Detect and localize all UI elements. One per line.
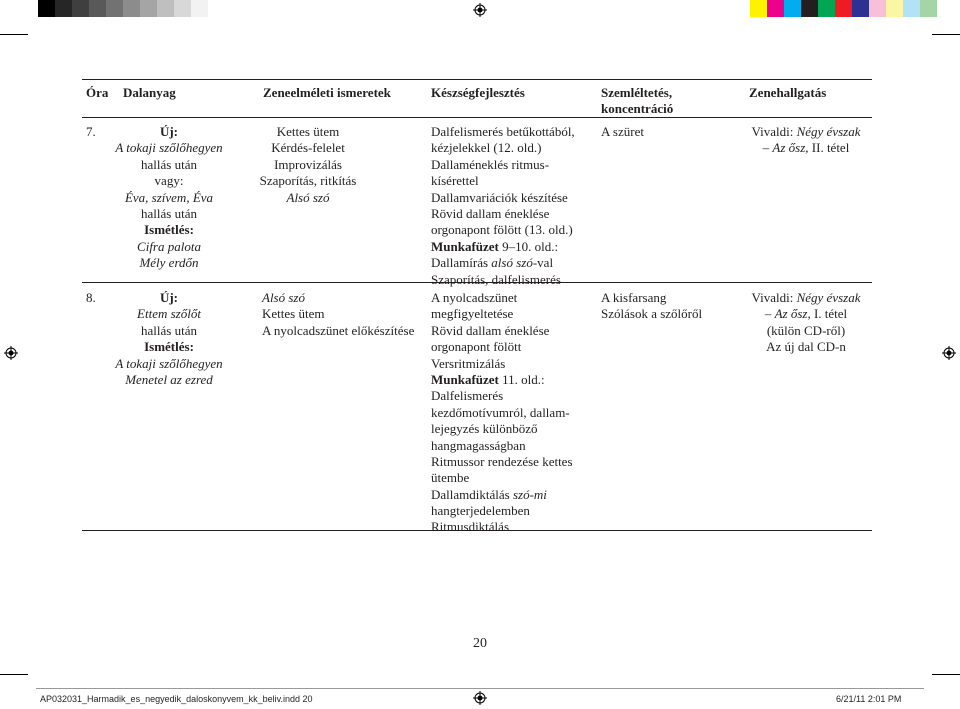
header-keszsegfejlesztes: Készségfejlesztés <box>431 85 525 100</box>
cell-line <box>247 140 369 156</box>
cell-line-rest: II. tétel <box>808 140 850 156</box>
cell-line-text: Kettes ütem <box>262 306 325 322</box>
crop-mark <box>932 674 960 675</box>
cell-line <box>431 157 575 173</box>
color-swatch <box>818 0 835 17</box>
table-top-rule <box>82 79 872 80</box>
cell-line-text: hangmagasságban <box>431 437 526 453</box>
cell-line <box>431 222 575 238</box>
cell-line-rest: -val <box>532 255 554 271</box>
cell-line-text: orgonapont fölött <box>431 339 522 355</box>
registration-mark-icon <box>4 346 18 360</box>
row-1-szemleltetes <box>601 124 644 140</box>
cell-line <box>431 388 573 404</box>
cell-line <box>431 124 575 140</box>
cell-line <box>431 372 573 388</box>
cell-line <box>431 290 573 306</box>
cell-line-text: Dallamdiktálás <box>431 486 513 502</box>
color-swatch <box>767 0 784 17</box>
cell-line-text: Dallamvariációk készítése <box>431 189 568 205</box>
slug-filename: AP032031_Harmadik_es_negyedik_daloskonyvem_kk_beliv.indd 20 <box>40 694 313 704</box>
cell-line-text: Szaporítás, dalfelismerés <box>431 271 561 287</box>
cell-line <box>431 255 575 271</box>
row-1-keszsegfejlesztes <box>431 124 575 288</box>
color-swatch <box>72 0 89 17</box>
cell-line <box>431 356 573 372</box>
cell-line-text: Éva, szívem, Éva <box>124 189 214 205</box>
cell-line-text: Kérdés-felelet <box>271 140 345 156</box>
cell-line-text: Szaporítás, ritkítás <box>259 173 357 189</box>
color-swatch <box>123 0 140 17</box>
cell-line-text: hallás után <box>141 156 197 172</box>
cell-line <box>104 140 234 156</box>
cell-line-text: Ritmussor rendezése kettes <box>431 453 573 469</box>
cell-line-text: hallás után <box>141 322 197 338</box>
cell-line <box>104 356 234 372</box>
cell-line-text: Ritmusdiktálás <box>431 519 509 535</box>
cell-line-text: Alsó szó <box>286 189 330 205</box>
row-1-zeneelmeleti <box>247 124 369 206</box>
cell-line <box>104 222 234 238</box>
cell-line <box>104 239 234 255</box>
header-szemleltetes-line1: Szemléltetés, <box>601 85 673 100</box>
cell-line-text: lejegyzés különböző <box>431 421 538 437</box>
cell-line-text: Dalfelismerés <box>431 388 504 404</box>
header-rule <box>82 117 872 118</box>
cell-line-text: orgonapont fölött (13. old.) <box>431 222 573 238</box>
color-swatch <box>903 0 920 17</box>
cell-line <box>247 190 369 206</box>
color-swatch <box>38 0 55 17</box>
cell-line-text: Új: <box>159 290 179 305</box>
cell-line-text: Dalfelismerés betűkottából, <box>431 124 575 139</box>
cell-line-rest: I. tétel <box>810 306 848 322</box>
cell-line-italic: Négy évszak <box>796 290 861 305</box>
cell-line <box>104 190 234 206</box>
cell-line <box>746 124 866 140</box>
cell-line <box>431 323 573 339</box>
color-swatch <box>191 0 208 17</box>
cell-line-text: Kettes ütem <box>276 124 340 139</box>
cell-line <box>431 438 573 454</box>
cell-line-text: ütembe <box>431 470 470 486</box>
slug-divider <box>36 688 924 689</box>
color-swatch <box>801 0 818 17</box>
cell-line-text: hallás után <box>141 205 197 221</box>
cell-line-text: Ettem szőlőt <box>137 306 201 322</box>
cell-line <box>262 323 414 339</box>
cell-line <box>746 323 866 339</box>
cell-line <box>431 487 573 503</box>
row-2-keszsegfejlesztes <box>431 290 573 536</box>
row-1-zenehallgatas <box>746 124 866 157</box>
cell-line <box>431 239 575 255</box>
cell-line-text: kísérettel <box>431 173 479 189</box>
cell-line <box>104 206 234 222</box>
cell-line-text: Dallaméneklés ritmus- <box>431 156 550 172</box>
header-dalanyag: Dalanyag <box>123 85 176 100</box>
header-zeneelmeleti: Zeneelméleti ismeretek <box>263 85 391 100</box>
row-2-zeneelmeleti <box>262 290 414 339</box>
color-swatch <box>920 0 937 17</box>
cell-line <box>104 173 234 189</box>
color-swatch <box>89 0 106 17</box>
cell-line <box>247 173 369 189</box>
cell-line <box>104 323 234 339</box>
cell-line <box>262 290 414 306</box>
color-swatch <box>750 0 767 17</box>
cell-line <box>262 306 414 322</box>
cell-line-text: Szólások a szőlőről <box>601 306 703 322</box>
cell-line <box>431 306 573 322</box>
cell-line-text: Dallamírás <box>431 255 492 271</box>
cell-line-text: Munkafüzet <box>431 371 499 387</box>
cell-line-text: Improvizálás <box>274 156 342 172</box>
color-swatch <box>55 0 72 17</box>
crop-mark <box>0 674 28 675</box>
cell-line <box>431 503 573 519</box>
row-2-szemleltetes <box>601 290 702 323</box>
cell-line-text: Munkafüzet <box>431 238 499 254</box>
cell-line <box>104 372 234 388</box>
cell-line <box>104 157 234 173</box>
color-swatch <box>140 0 157 17</box>
color-swatch <box>886 0 903 17</box>
cell-line <box>431 339 573 355</box>
cell-line-text: Alsó szó <box>262 290 305 305</box>
cell-line-italic: Az ősz, <box>774 306 811 322</box>
cell-line-text: Rövid dallam éneklése <box>431 205 550 221</box>
header-zenehallgatas: Zenehallgatás <box>749 85 827 100</box>
cell-line-text: Új: <box>159 124 179 139</box>
cell-line <box>247 157 369 173</box>
cell-line-text: Cifra palota <box>137 238 201 254</box>
cell-line-text: hangterjedelemben <box>431 503 530 519</box>
cell-line-rest: 9–10. old.: <box>498 238 559 254</box>
header-szemleltetes-line2: koncentráció <box>601 101 674 116</box>
page-number: 20 <box>473 636 487 651</box>
cell-line-text: – <box>764 306 775 322</box>
cell-line-text: Menetel az ezred <box>125 371 213 387</box>
cell-line-italic: Az ősz, <box>772 140 809 156</box>
cell-line-text: A tokaji szőlőhegyen <box>115 355 223 371</box>
cell-line <box>601 124 644 140</box>
registration-mark-icon <box>473 691 487 705</box>
cell-line-text: A tokaji szőlőhegyen <box>115 140 223 156</box>
cell-line <box>431 173 575 189</box>
cell-line-italic: szó-mi <box>512 486 547 502</box>
row-2-ora: 8. <box>86 290 96 305</box>
cell-line-text: A nyolcadszünet előkészítése <box>262 322 415 338</box>
cell-line <box>104 124 234 140</box>
cell-line <box>601 306 702 322</box>
cell-line-text: kézjelekkel (12. old.) <box>431 140 542 156</box>
color-swatch <box>106 0 123 17</box>
cell-line <box>431 190 575 206</box>
cell-line <box>431 470 573 486</box>
color-swatch <box>174 0 191 17</box>
color-swatch <box>784 0 801 17</box>
cell-line-text: Vivaldi: <box>751 124 797 139</box>
registration-mark-icon <box>473 3 487 17</box>
cell-line-text: Ismétlés: <box>144 222 194 238</box>
cell-line <box>431 272 575 288</box>
cell-line <box>431 519 573 535</box>
cell-line-text: A kisfarsang <box>601 290 667 305</box>
cell-line-rest: 11. old.: <box>498 371 545 387</box>
cell-line-text: Az új dal CD-n <box>766 339 846 355</box>
cell-line <box>431 140 575 156</box>
cell-line-text: Rövid dallam éneklése <box>431 322 550 338</box>
row-1-ora: 7. <box>86 124 96 139</box>
cell-line-text: (külön CD-ről) <box>766 322 846 338</box>
cell-line <box>601 290 702 306</box>
registration-mark-icon <box>942 346 956 360</box>
row-1-dalanyag <box>104 124 234 272</box>
cell-line-text: – <box>762 140 773 156</box>
cell-line <box>431 206 575 222</box>
cell-line-text: Versritmizálás <box>431 355 506 371</box>
cell-line-italic: Négy évszak <box>796 124 861 139</box>
color-swatch <box>869 0 886 17</box>
cell-line <box>104 339 234 355</box>
grayscale-color-bar <box>38 0 208 17</box>
cell-line-text: A szüret <box>601 124 644 139</box>
header-szemleltetes <box>601 85 673 117</box>
row-2-zenehallgatas <box>746 290 866 356</box>
cell-line <box>104 255 234 271</box>
cell-line <box>746 290 866 306</box>
cell-line <box>104 290 234 306</box>
slug-date: 6/21/11 2:01 PM <box>836 694 902 704</box>
cell-line-text: Vivaldi: <box>751 290 797 305</box>
cell-line-italic: alsó szó <box>491 255 533 271</box>
color-swatch <box>852 0 869 17</box>
cell-line <box>746 339 866 355</box>
cell-line <box>431 421 573 437</box>
cell-line-text: kezdőmotívumról, dallam- <box>431 404 570 420</box>
cell-line <box>431 405 573 421</box>
cell-line-text: megfigyeltetése <box>431 306 514 322</box>
cell-line <box>104 306 234 322</box>
color-swatch <box>835 0 852 17</box>
color-swatch <box>157 0 174 17</box>
cell-line <box>746 140 866 156</box>
header-ora: Óra <box>86 85 109 100</box>
row-2-dalanyag <box>104 290 234 388</box>
process-color-bar <box>750 0 937 17</box>
cell-line-text: vagy: <box>154 173 184 189</box>
cell-line-text: Mély erdőn <box>139 255 199 271</box>
cell-line <box>431 454 573 470</box>
crop-mark <box>0 34 28 35</box>
cell-line <box>746 306 866 322</box>
cell-line <box>247 124 369 140</box>
cell-line-text: A nyolcadszünet <box>431 290 518 305</box>
crop-mark <box>932 34 960 35</box>
cell-line-text: Ismétlés: <box>144 339 194 355</box>
